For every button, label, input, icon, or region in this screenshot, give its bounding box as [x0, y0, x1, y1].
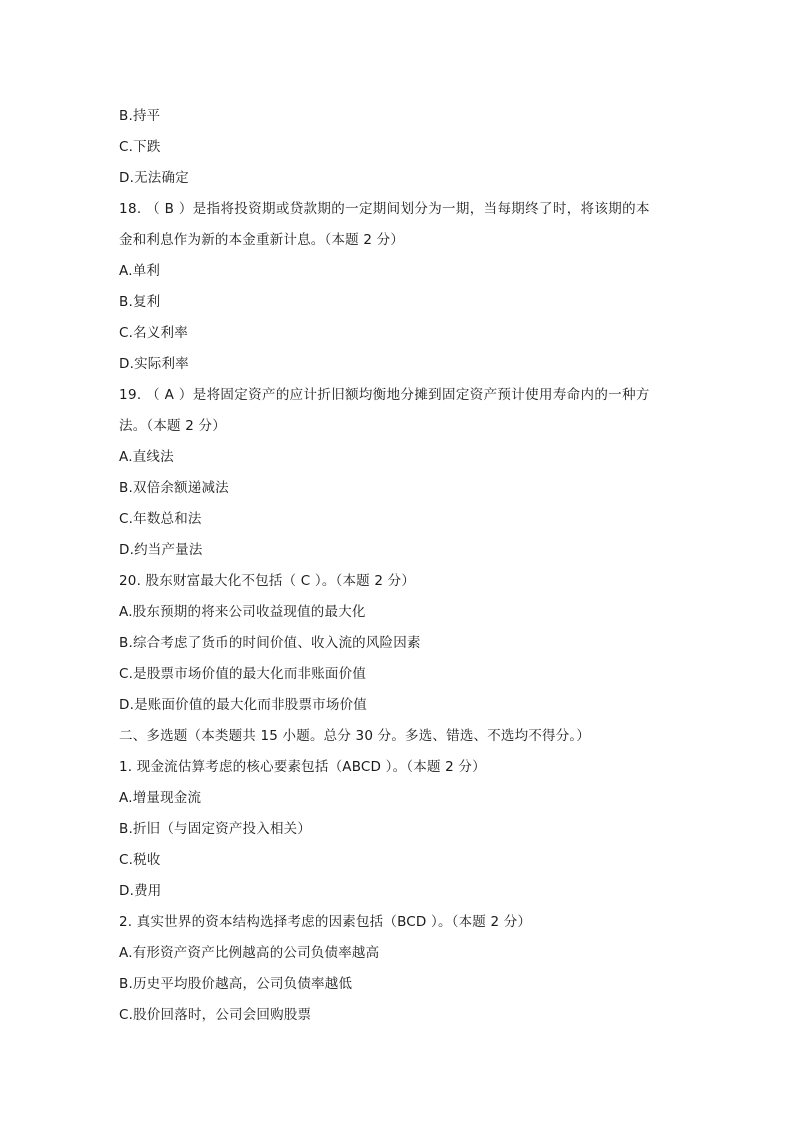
- q19-stem-line1: 19. （ A ）是将固定资产的应计折旧额均衡地分摊到固定资产预计使用寿命内的一种方: [119, 387, 650, 403]
- mq1-option-d: D.费用: [119, 883, 162, 899]
- q20-stem: 20. 股东财富最大化不包括（ C ）。（本题 2 分）: [119, 573, 416, 589]
- q19-stem-line2: 法。（本题 2 分）: [119, 418, 226, 434]
- q18-stem-line2: 金和利息作为新的本金重新计息。（本题 2 分）: [119, 232, 405, 248]
- q20-option-d: D.是账面价值的最大化而非股票市场价值: [119, 697, 367, 713]
- q20-option-c: C.是股票市场价值的最大化而非账面价值: [119, 666, 367, 682]
- mq1-option-a: A.增量现金流: [119, 790, 202, 806]
- mq2-option-a: A.有形资产资产比例越高的公司负债率越高: [119, 945, 380, 961]
- q19-option-a: A.直线法: [119, 449, 174, 465]
- mq1-option-b: B.折旧（与固定资产投入相关）: [119, 821, 312, 837]
- q20-option-a: A.股东预期的将来公司收益现值的最大化: [119, 604, 366, 620]
- q19-option-b: B.双倍余额递减法: [119, 480, 229, 496]
- mq1-stem: 1. 现金流估算考虑的核心要素包括（ABCD ）。（本题 2 分）: [119, 759, 486, 775]
- q17-option-c: C.下跌: [119, 139, 161, 155]
- q18-stem-line1: 18. （ B ）是指将投资期或贷款期的一定期间划分为一期，当每期终了时，将该期的本: [119, 201, 650, 217]
- mq2-stem: 2. 真实世界的资本结构选择考虑的因素包括（BCD ）。（本题 2 分）: [119, 914, 532, 930]
- q19-option-c: C.年数总和法: [119, 511, 202, 527]
- document-body: [119, 101, 679, 1031]
- q17-option-b: B.持平: [119, 108, 161, 124]
- q18-option-a: A.单利: [119, 263, 161, 279]
- section-heading-multiple-choice: 二、多选题（本类题共 15 小题。总分 30 分。多选、错选、不选均不得分。）: [119, 728, 591, 744]
- mq1-option-c: C.税收: [119, 852, 161, 868]
- q18-option-d: D.实际利率: [119, 356, 189, 372]
- q19-option-d: D.约当产量法: [119, 542, 203, 558]
- q18-option-c: C.名义利率: [119, 325, 188, 341]
- q18-option-b: B.复利: [119, 294, 161, 310]
- mq2-option-b: B.历史平均股价越高，公司负债率越低: [119, 976, 353, 992]
- mq2-option-c: C.股价回落时，公司会回购股票: [119, 1007, 312, 1023]
- q17-option-d: D.无法确定: [119, 170, 189, 186]
- q20-option-b: B.综合考虑了货币的时间价值、收入流的风险因素: [119, 635, 421, 651]
